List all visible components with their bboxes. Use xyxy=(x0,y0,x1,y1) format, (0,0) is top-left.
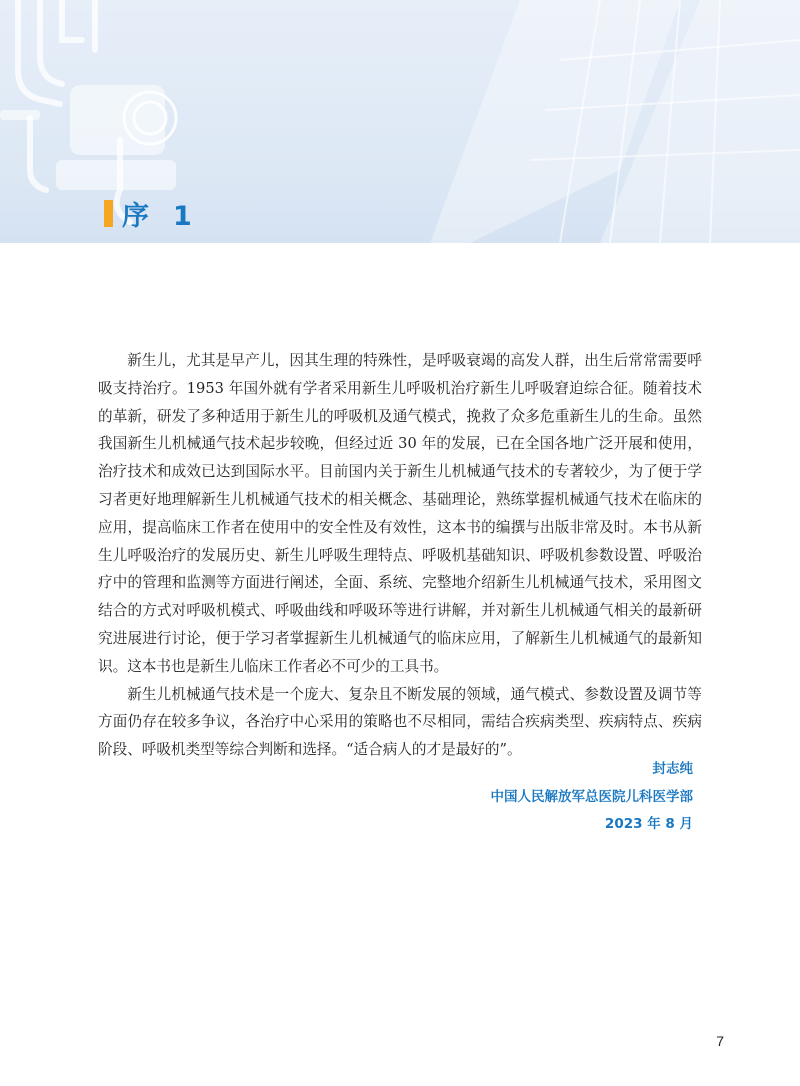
paragraph: 新生儿，尤其是早产儿，因其生理的特殊性，是呼吸衰竭的高发人群，出生后常常需要呼吸支持治疗。1953 年国外就有学者采用新生儿呼吸机治疗新生儿呼吸窘迫综合征。随着技术的革新，研发了多种适用于新生儿的呼吸机及通气模式，挽救了众多危重新生儿的生命。虽然我国新生儿机械通气技术起步较晚，但经过近 30 年的发展，已在全国各地广泛开展和使用，治疗技术和成效已达到国际水平。目前国内关于新生儿机械通气技术的专著较少，为了便于学习者更好地理解新生儿机械通气技术的相关概念、基础理论，熟练掌握机械通气技术在临床的应用，提高临床工作者在使用中的安全性及有效性，这本书的编撰与出版非常及时。本书从新生儿呼吸治疗的发展历史、新生儿呼吸生理特点、呼吸机基础知识、呼吸机参数设置、呼吸治疗中的管理和监测等方面进行阐述，全面、系统、完整地介绍新生儿机械通气技术，采用图文结合的方式对呼吸机模式、呼吸曲线和呼吸环等进行讲解，并对新生儿机械通气相关的最新研究进展进行讨论，便于学习者掌握新生儿机械通气的临床应用，了解新生儿机械通气的最新知识。这本书也是新生儿临床工作者必不可少的工具书。 xyxy=(98,352,702,675)
author-affiliation: 中国人民解放军总医院儿科医学部 xyxy=(490,788,693,805)
header-illustration xyxy=(0,0,800,243)
preface-body xyxy=(98,347,702,764)
section-title xyxy=(122,194,194,233)
author-name: 封志纯 xyxy=(652,761,693,777)
page-number: 7 xyxy=(716,1033,724,1049)
signature-date: 2023 年 8 月 xyxy=(604,816,693,832)
section-title-label: 序 xyxy=(122,201,151,232)
signature-block xyxy=(491,756,694,839)
title-accent-bar xyxy=(104,200,113,227)
header-banner xyxy=(0,0,800,243)
paragraph: 新生儿机械通气技术是一个庞大、复杂且不断发展的领域，通气模式、参数设置及调节等方面仍存在较多争议，各治疗中心采用的策略也不尽相同，需结合疾病类型、疾病特点、疾病阶段、呼吸机类型等综合判断和选择。“适合病人的才是最好的”。 xyxy=(98,685,702,759)
section-title-number: 1 xyxy=(173,201,194,232)
